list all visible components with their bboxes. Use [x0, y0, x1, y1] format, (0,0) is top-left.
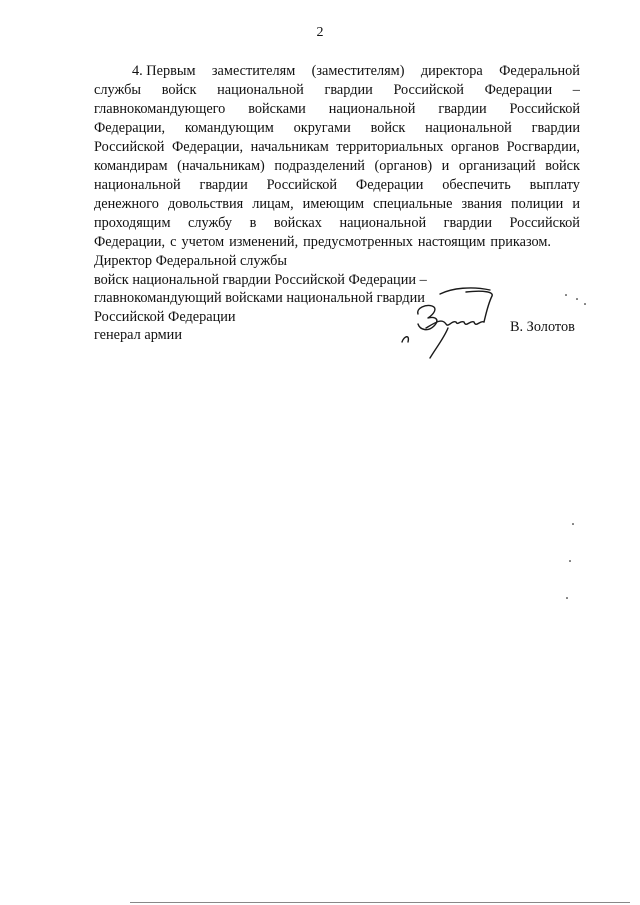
- word: директора: [420, 63, 483, 79]
- paragraph-line: [94, 195, 580, 214]
- signatory-title-line: войск национальной гвардии Российской Федерации –: [94, 271, 427, 288]
- signer-name: В. Золотов: [510, 319, 575, 335]
- scan-speck: [569, 560, 571, 562]
- word: национальной: [94, 177, 181, 193]
- word: выплату: [529, 177, 580, 193]
- word: национальной: [217, 82, 304, 98]
- word: службы: [94, 82, 142, 98]
- word: проходящим: [94, 215, 171, 231]
- word: командирам: [94, 158, 168, 174]
- word: предусмотренных: [303, 234, 413, 250]
- word: заместителям: [211, 63, 296, 79]
- word: –: [572, 82, 580, 98]
- word: и: [441, 158, 450, 174]
- paragraph-line: [94, 214, 580, 233]
- paragraph-line: [94, 157, 580, 176]
- word: Федерации,: [94, 120, 166, 136]
- word: войсках: [273, 215, 322, 231]
- scan-speck: [572, 523, 574, 525]
- word: Российской: [94, 139, 165, 155]
- word: Российской: [393, 82, 464, 98]
- word: Российской: [509, 215, 580, 231]
- word: специальные: [373, 196, 453, 212]
- word: гвардии: [443, 215, 492, 231]
- scan-speck: [584, 303, 586, 305]
- word: приказом.: [490, 234, 552, 250]
- signatory-title-line: Директор Федеральной службы: [94, 253, 287, 269]
- scan-speck: [566, 597, 568, 599]
- paragraph-line: [94, 233, 580, 252]
- handwritten-signature: [396, 284, 502, 362]
- order-paragraph-4: [94, 62, 580, 252]
- word: главнокомандующего: [94, 101, 226, 117]
- signatory-title-line: главнокомандующий войсками национальной гвардии: [94, 290, 425, 306]
- word: имеющим: [302, 196, 365, 212]
- word: начальникам: [250, 139, 329, 155]
- word: органов: [451, 139, 500, 155]
- signatory-title-block: [94, 252, 427, 345]
- word: войск: [161, 82, 197, 98]
- word: гвардии: [438, 101, 487, 117]
- scan-speck: [565, 294, 567, 296]
- word: национальной: [328, 101, 416, 117]
- word: войсками: [248, 101, 306, 117]
- word: (начальникам): [177, 158, 265, 174]
- word: национальной: [339, 215, 427, 231]
- word: войск: [370, 120, 406, 136]
- paragraph-line: [94, 176, 580, 195]
- word: Федеральной: [499, 63, 580, 79]
- word: обеспечить: [442, 177, 511, 193]
- paragraph-line: [94, 119, 580, 138]
- word: гвардии: [199, 177, 248, 193]
- paragraph-line: [94, 100, 580, 119]
- word: подразделений: [274, 158, 365, 174]
- paragraph-line: [94, 81, 580, 100]
- word: Российской: [266, 177, 338, 193]
- word: округами: [293, 120, 351, 136]
- word: гвардии: [324, 82, 373, 98]
- scan-speck: [576, 298, 578, 300]
- word: настоящим: [417, 234, 486, 250]
- signatory-rank: генерал армии: [94, 327, 182, 343]
- word: (органов): [374, 158, 433, 174]
- word: изменений,: [229, 234, 299, 250]
- word: довольствия: [167, 196, 244, 212]
- word: организаций: [458, 158, 536, 174]
- word: в: [249, 215, 257, 231]
- word: (заместителям): [311, 63, 405, 79]
- paragraph-line: [94, 138, 580, 157]
- word: учетом: [181, 234, 225, 250]
- word: с: [170, 234, 177, 250]
- word: Федерации,: [172, 139, 244, 155]
- signatory-title-line: Российской Федерации: [94, 308, 236, 325]
- word: денежного: [94, 196, 159, 212]
- word: лицам,: [252, 196, 294, 212]
- paragraph-line: [94, 62, 580, 81]
- word: 4. Первым: [132, 63, 196, 79]
- word: войск: [545, 158, 580, 174]
- scan-edge-line: [130, 902, 630, 903]
- word: командующим: [184, 120, 274, 136]
- page-number: 2: [316, 25, 324, 40]
- word: Федерации,: [94, 234, 166, 250]
- word: Федерации: [355, 177, 424, 193]
- word: службу: [188, 215, 233, 231]
- word: территориальных: [336, 139, 444, 155]
- word: национальной: [425, 120, 512, 136]
- word: и: [572, 196, 580, 212]
- word: звания: [461, 196, 502, 212]
- word: Федерации: [484, 82, 553, 98]
- word: гвардии: [531, 120, 580, 136]
- word: Росгвардии,: [506, 139, 580, 155]
- word: Российской: [509, 101, 580, 117]
- word: полиции: [510, 196, 564, 212]
